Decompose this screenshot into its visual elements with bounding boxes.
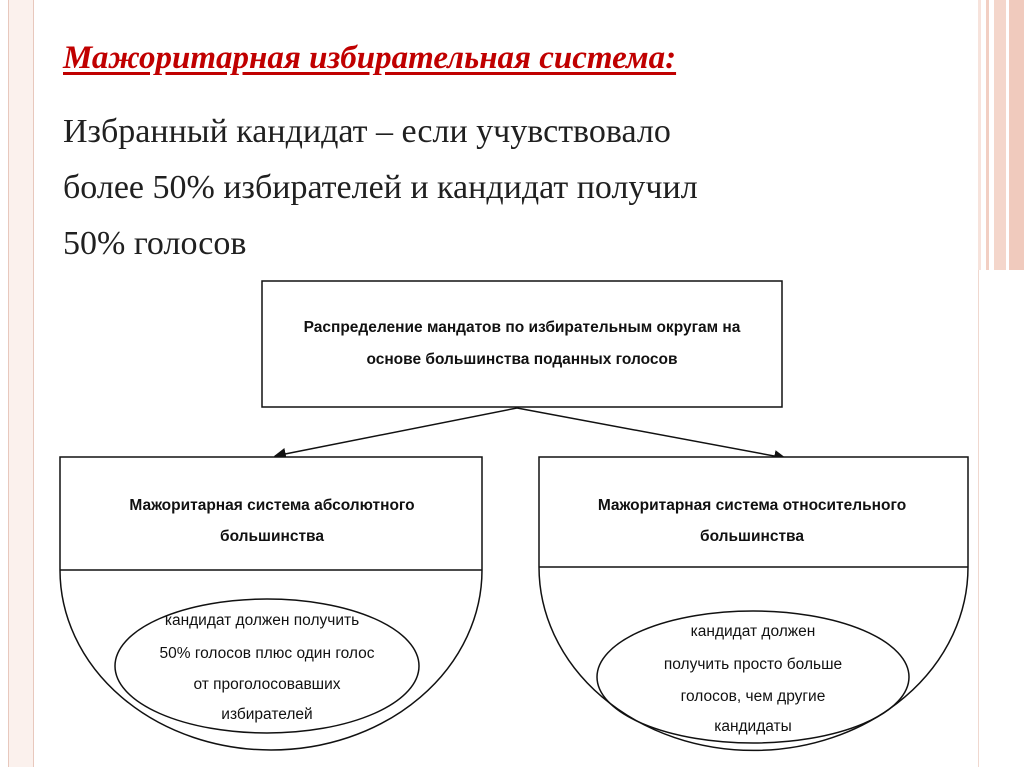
- right-branch-header-line: большинства: [700, 528, 804, 545]
- right-ellipse-line: кандидаты: [714, 718, 792, 735]
- body-line: более 50% избирателей и кандидат получил: [63, 169, 698, 206]
- right-branch: [539, 457, 968, 750]
- slide-title: Мажоритарная избирательная система:: [63, 40, 677, 76]
- arrow-right: [517, 408, 785, 458]
- left-ellipse-line: от проголосовавших: [193, 676, 341, 693]
- top-box: [262, 281, 782, 407]
- left-ellipse-line: 50% голосов плюс один голос: [159, 645, 375, 662]
- left-ellipse-line: избирателей: [221, 706, 313, 723]
- right-ellipse-line: голосов, чем другие: [680, 688, 826, 705]
- left-branch-header-line: Мажоритарная система абсолютного: [129, 497, 415, 514]
- left-branch: [60, 457, 482, 750]
- top-box-line: основе большинства поданных голосов: [366, 351, 678, 368]
- right-ellipse-line: кандидат должен: [690, 623, 816, 640]
- body-line: 50% голосов: [63, 225, 247, 262]
- left-branch-header-line: большинства: [220, 528, 324, 545]
- body-line: Избранный кандидат – если учувствовало: [63, 113, 671, 150]
- left-ellipse-line: кандидат должен получить: [164, 612, 360, 629]
- right-ellipse-line: получить просто больше: [663, 656, 843, 673]
- top-box-line: Распределение мандатов по избирательным округам на: [303, 319, 741, 336]
- right-branch-header-line: Мажоритарная система относительного: [597, 497, 907, 514]
- arrow-left: [275, 408, 517, 456]
